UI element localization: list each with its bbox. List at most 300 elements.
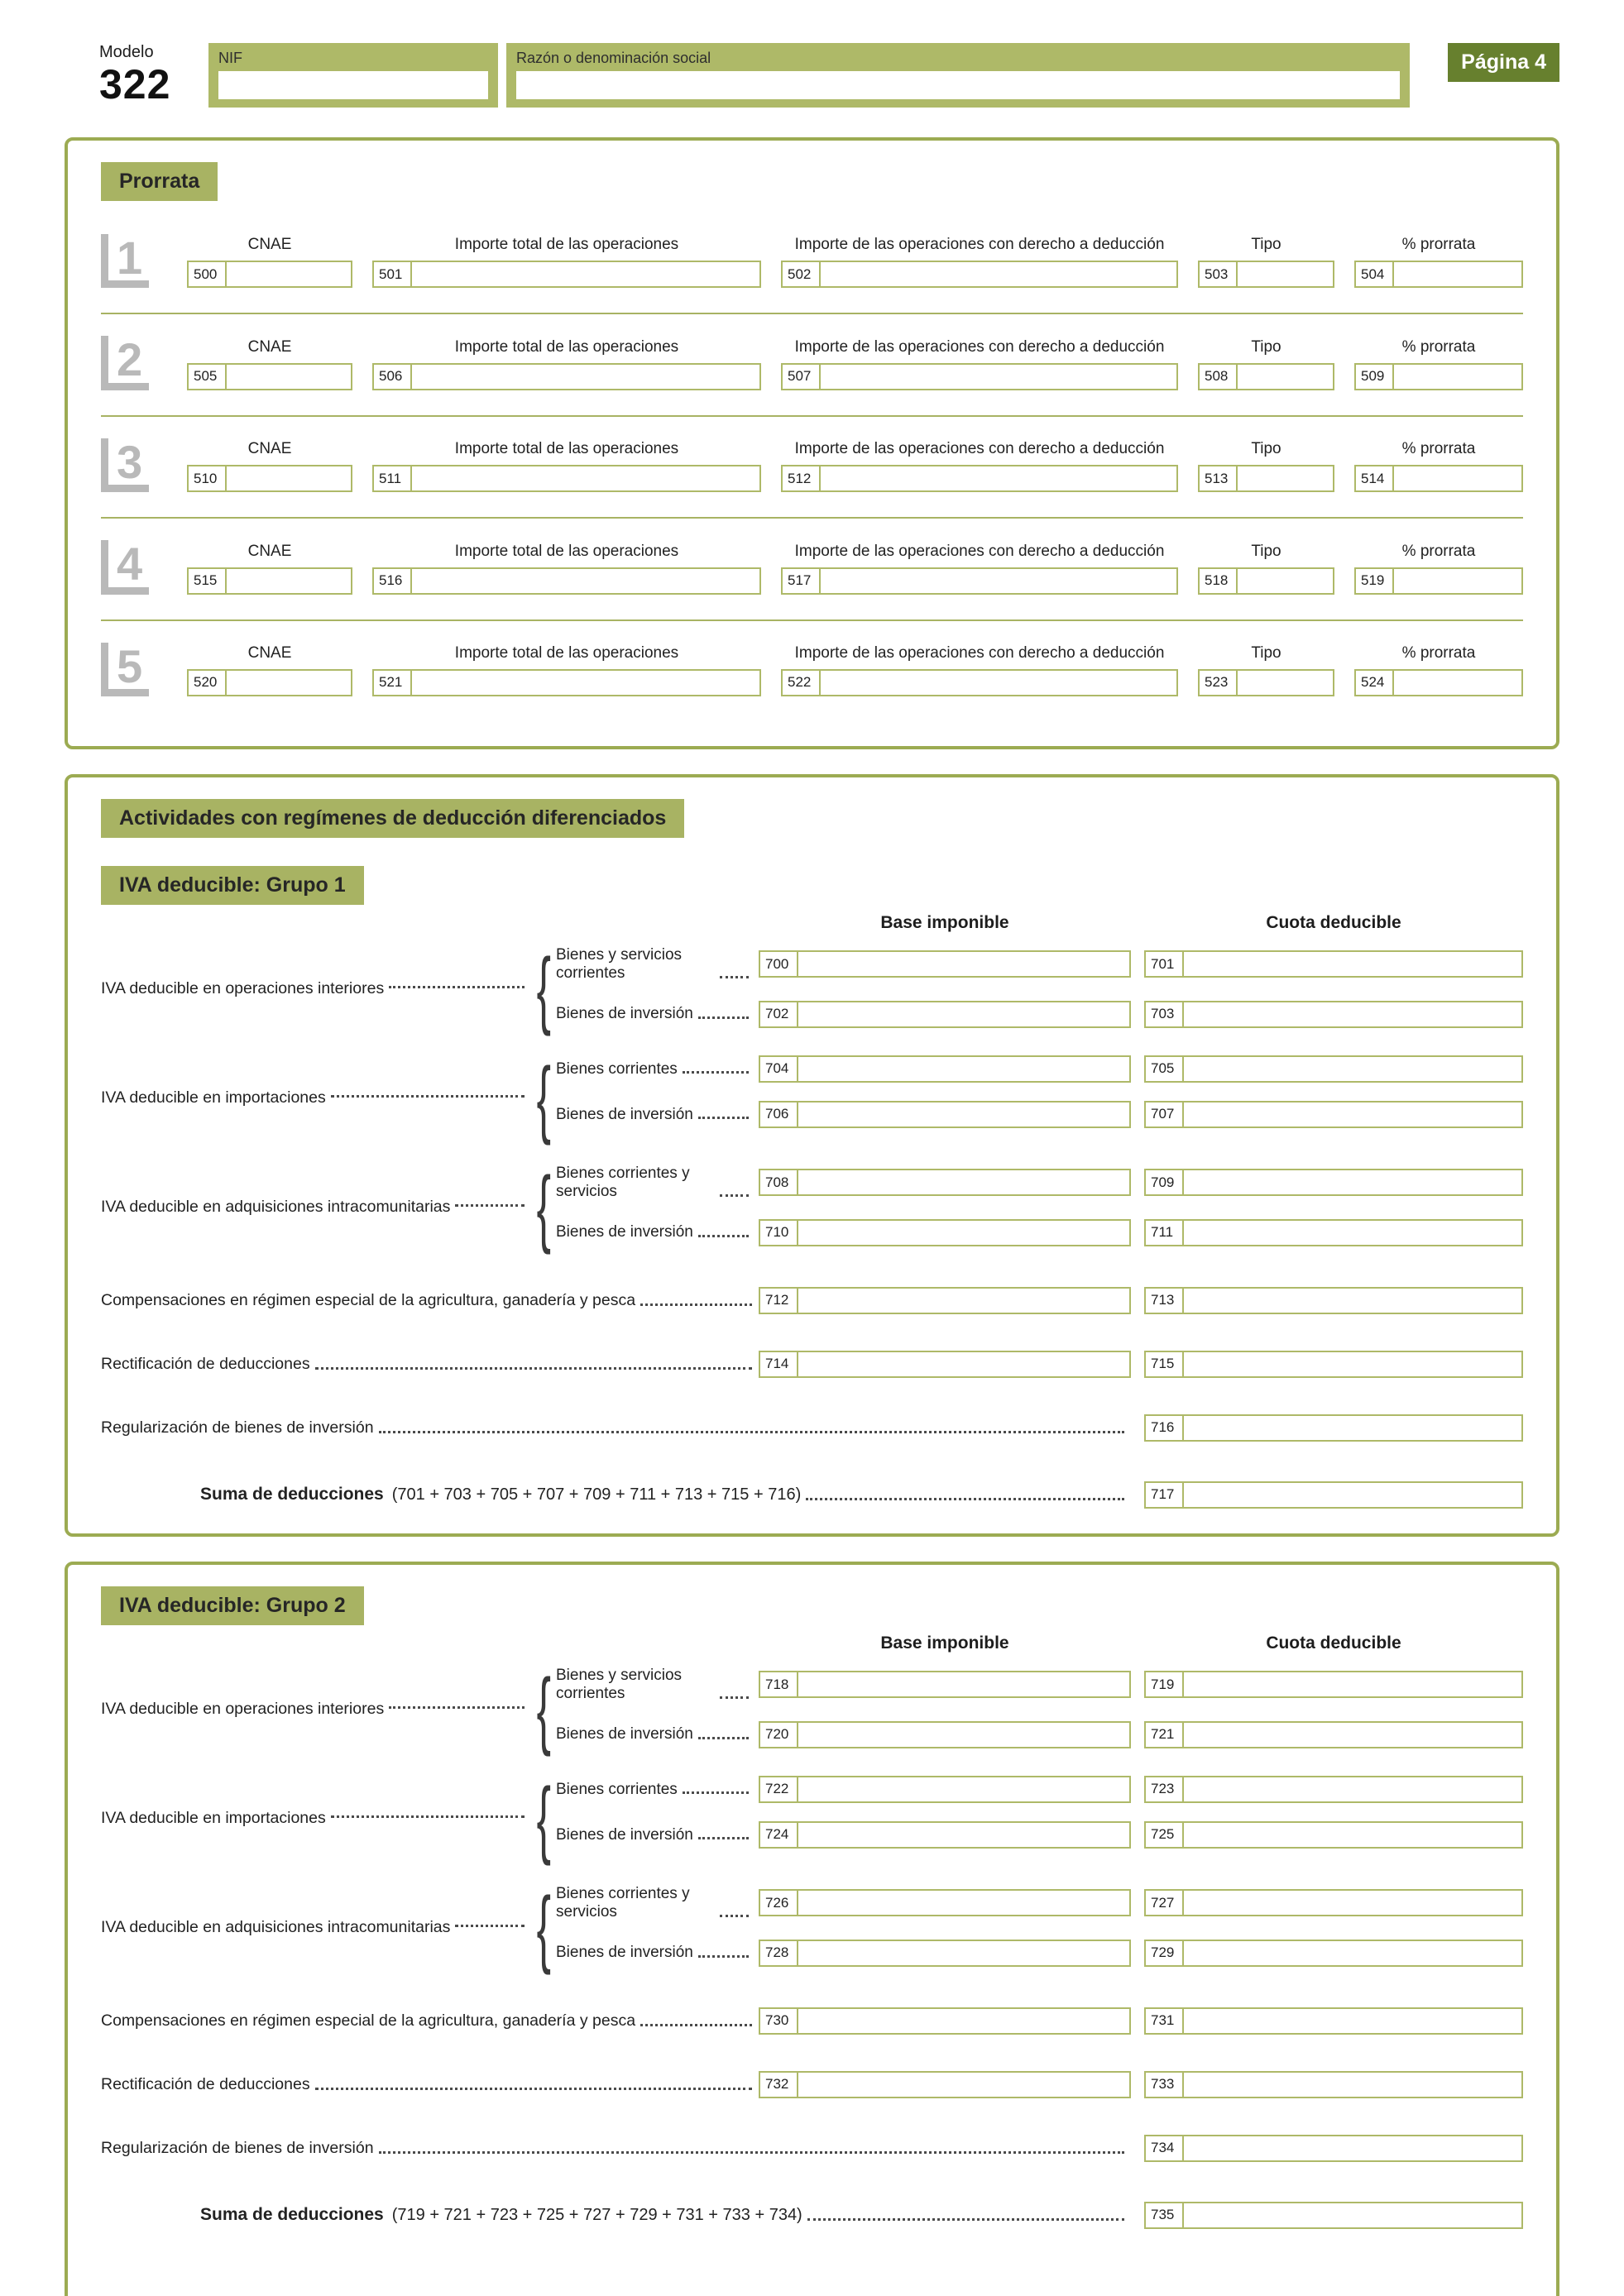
field-input[interactable] — [412, 363, 761, 390]
cnae-field — [187, 465, 352, 492]
cuota-field — [1144, 2135, 1523, 2162]
base-field — [759, 1287, 1131, 1314]
subrow-label: Bienes de inversión — [556, 1825, 693, 1844]
field-input[interactable] — [1184, 1351, 1523, 1378]
field-input[interactable] — [1184, 950, 1523, 978]
cnae-field — [187, 567, 352, 595]
base-imponible-header: Base imponible — [880, 912, 1009, 932]
field-number: 722 — [759, 1776, 798, 1803]
field-number: 721 — [1144, 1721, 1184, 1748]
suma-formula: (719 + 721 + 723 + 725 + 727 + 729 + 731 + 733 + 734) — [391, 2206, 802, 2225]
brace-glyph: { — [536, 1159, 551, 1256]
importe-derecho-label: Importe de las operaciones con derecho a deducción — [794, 542, 1165, 560]
cuota-field — [1144, 1940, 1523, 1967]
field-number: 729 — [1144, 1940, 1184, 1967]
field-number: 711 — [1144, 1219, 1184, 1246]
cnae-label: CNAE — [247, 337, 292, 356]
prorrata-row-5 — [101, 619, 1523, 721]
subrow-bienes-inversion — [556, 1821, 1523, 1849]
row-label: Rectificación de deducciones — [101, 2074, 310, 2093]
field-number: 716 — [1144, 1414, 1184, 1442]
tipo-field — [1198, 465, 1334, 492]
dotted-leader — [720, 1915, 749, 1917]
dotted-leader — [379, 2151, 1124, 2154]
field-input[interactable] — [798, 1940, 1131, 1967]
subrow-bienes-inversion — [556, 1101, 1523, 1128]
prorrata-pct-label: % prorrata — [1401, 542, 1476, 560]
field-number: 710 — [759, 1219, 798, 1246]
field-number: 720 — [759, 1721, 798, 1748]
nif-label: NIF — [218, 50, 242, 66]
field-input[interactable] — [1184, 1169, 1523, 1196]
subrow-bienes-inversion — [556, 1721, 1523, 1748]
row-rectificacion-deducciones — [101, 2071, 1523, 2098]
prorrata-pct-label: % prorrata — [1401, 236, 1476, 254]
row-label: Regularización de bienes de inversión — [101, 2138, 374, 2157]
dotted-leader — [698, 1016, 749, 1019]
field-number: 733 — [1144, 2071, 1184, 2098]
importe-derecho-label: Importe de las operaciones con derecho a deducción — [794, 440, 1165, 458]
modelo-block — [99, 43, 208, 108]
subrow-bienes-corrientes — [556, 1776, 1523, 1803]
field-input[interactable] — [1184, 1821, 1523, 1849]
importe-total-cell — [372, 543, 761, 595]
dotted-leader — [455, 1925, 525, 1927]
importe-total-field — [372, 567, 761, 595]
field-number: 709 — [1144, 1169, 1184, 1196]
field-number: 732 — [759, 2071, 798, 2098]
subrow-bienes-inversion — [556, 1001, 1523, 1028]
row-label: IVA deducible en importaciones — [101, 1809, 326, 1828]
importe-derecho-label: Importe de las operaciones con derecho a deducción — [794, 643, 1165, 662]
subrow-label: Bienes de inversión — [556, 1944, 693, 1962]
tipo-field — [1198, 669, 1334, 696]
field-input[interactable] — [798, 2007, 1131, 2035]
tipo-label: Tipo — [1251, 440, 1281, 458]
field-number: 727 — [1144, 1889, 1184, 1916]
dotted-leader — [379, 1431, 1124, 1433]
subrow-bienes-servicios-corrientes — [556, 946, 1523, 983]
field-input[interactable] — [1184, 2135, 1523, 2162]
row-suma-deducciones — [101, 1481, 1523, 1509]
field-input[interactable] — [1394, 261, 1523, 288]
field-input[interactable] — [1394, 363, 1523, 390]
dotted-leader — [720, 976, 749, 978]
header — [65, 43, 1559, 108]
column-headers — [101, 1634, 1523, 1653]
field-number: 514 — [1354, 465, 1394, 492]
field-input[interactable] — [1184, 1055, 1523, 1083]
row-number: 3 — [101, 438, 149, 492]
importe-derecho-cell — [781, 236, 1178, 288]
field-input[interactable] — [1184, 1889, 1523, 1916]
modelo-label: Modelo — [99, 43, 154, 61]
field-input[interactable] — [798, 1055, 1131, 1083]
field-input[interactable] — [1184, 2202, 1523, 2229]
cnae-cell — [187, 338, 352, 390]
importe-total-cell — [372, 236, 761, 288]
field-number: 512 — [781, 465, 821, 492]
subrow-bienes-servicios-corrientes — [556, 1667, 1523, 1703]
field-number: 518 — [1198, 567, 1238, 595]
subrow-label: Bienes y servicios corrientes — [556, 1666, 683, 1702]
dotted-leader — [720, 1696, 749, 1699]
importe-total-cell — [372, 338, 761, 390]
field-number: 509 — [1354, 363, 1394, 390]
field-input[interactable] — [798, 1287, 1131, 1314]
base-field — [759, 1776, 1131, 1803]
tipo-cell — [1198, 543, 1334, 595]
field-number: 726 — [759, 1889, 798, 1916]
importe-total-label: Importe total de las operaciones — [454, 440, 679, 458]
field-number: 504 — [1354, 261, 1394, 288]
razon-label: Razón o denominación social — [516, 50, 711, 66]
field-number: 717 — [1144, 1481, 1184, 1509]
field-number: 712 — [759, 1287, 798, 1314]
field-input[interactable] — [1394, 567, 1523, 595]
prorrata-pct-field — [1354, 363, 1523, 390]
field-input[interactable] — [412, 465, 761, 492]
importe-derecho-field — [781, 261, 1178, 288]
field-input[interactable] — [1184, 1671, 1523, 1698]
prorrata-pct-field — [1354, 567, 1523, 595]
field-input[interactable] — [798, 1821, 1131, 1849]
field-number: 723 — [1144, 1776, 1184, 1803]
base-imponible-header: Base imponible — [880, 1633, 1009, 1653]
field-number: 520 — [187, 669, 227, 696]
base-field — [759, 1001, 1131, 1028]
row-label: IVA deducible en operaciones interiores — [101, 1700, 385, 1719]
cuota-field — [1144, 1055, 1523, 1083]
field-input[interactable] — [412, 567, 761, 595]
field-input[interactable] — [1238, 261, 1334, 288]
field-number: 705 — [1144, 1055, 1184, 1083]
field-input[interactable] — [798, 1776, 1131, 1803]
subrow-label: Bienes corrientes — [556, 1060, 678, 1078]
dotted-leader — [640, 2024, 752, 2026]
cuota-field — [1144, 1481, 1523, 1509]
prorrata-pct-field — [1354, 261, 1523, 288]
field-number: 701 — [1144, 950, 1184, 978]
dotted-leader — [640, 1303, 752, 1306]
field-input[interactable] — [1184, 1940, 1523, 1967]
row-iva-importaciones — [101, 1770, 1523, 1867]
field-input[interactable] — [798, 950, 1131, 978]
tipo-cell — [1198, 236, 1334, 288]
subrow-label: Bienes corrientes — [556, 1780, 678, 1798]
field-number: 502 — [781, 261, 821, 288]
field-input[interactable] — [227, 669, 352, 696]
dotted-leader — [331, 1815, 525, 1818]
dotted-leader — [806, 1498, 1124, 1500]
subrow-label: Bienes y servicios corrientes — [556, 945, 683, 982]
field-number: 725 — [1144, 1821, 1184, 1849]
tipo-label: Tipo — [1251, 542, 1281, 560]
field-input[interactable] — [1238, 567, 1334, 595]
row-iva-operaciones-interiores — [101, 1661, 1523, 1758]
nif-input[interactable] — [218, 71, 488, 99]
cuota-field — [1144, 1219, 1523, 1246]
prorrata-row-1 — [101, 213, 1523, 313]
importe-total-label: Importe total de las operaciones — [454, 236, 679, 254]
prorrata-pct-cell — [1354, 338, 1523, 390]
base-field — [759, 1671, 1131, 1698]
cuota-field — [1144, 2071, 1523, 2098]
field-input[interactable] — [1184, 1287, 1523, 1314]
field-input[interactable] — [1184, 1414, 1523, 1442]
field-number: 519 — [1354, 567, 1394, 595]
tipo-field — [1198, 363, 1334, 390]
field-number: 500 — [187, 261, 227, 288]
field-input[interactable] — [1184, 1776, 1523, 1803]
cnae-label: CNAE — [247, 236, 292, 254]
row-regularizacion-bienes-inversion — [101, 1414, 1523, 1442]
prorrata-pct-label: % prorrata — [1401, 440, 1476, 458]
base-field — [759, 2071, 1131, 2098]
field-number: 505 — [187, 363, 227, 390]
subrow-bienes-inversion — [556, 1219, 1523, 1246]
razon-band — [506, 43, 1410, 108]
cuota-field — [1144, 1169, 1523, 1196]
cuota-field — [1144, 1821, 1523, 1849]
brace-glyph: { — [536, 1770, 551, 1867]
field-number: 702 — [759, 1001, 798, 1028]
subrow-label: Bienes de inversión — [556, 1725, 693, 1744]
field-number: 700 — [759, 950, 798, 978]
prorrata-pct-cell — [1354, 543, 1523, 595]
row-label: IVA deducible en adquisiciones intracomunitarias — [101, 1198, 451, 1217]
field-number: 704 — [759, 1055, 798, 1083]
row-iva-importaciones — [101, 1050, 1523, 1146]
field-input[interactable] — [1238, 669, 1334, 696]
dotted-leader — [698, 1117, 749, 1119]
row-regularizacion-bienes-inversion — [101, 2135, 1523, 2162]
field-number: 728 — [759, 1940, 798, 1967]
field-input[interactable] — [1184, 1101, 1523, 1128]
row-compensaciones — [101, 2007, 1523, 2035]
base-field — [759, 1351, 1131, 1378]
field-number: 718 — [759, 1671, 798, 1698]
field-input[interactable] — [821, 669, 1178, 696]
field-number: 522 — [781, 669, 821, 696]
tipo-field — [1198, 567, 1334, 595]
field-number: 524 — [1354, 669, 1394, 696]
importe-derecho-field — [781, 363, 1178, 390]
field-input[interactable] — [798, 1889, 1131, 1916]
base-field — [759, 1101, 1131, 1128]
cuota-field — [1144, 1776, 1523, 1803]
field-number: 708 — [759, 1169, 798, 1196]
prorrata-row-2 — [101, 313, 1523, 414]
cuota-deducible-header: Cuota deducible — [1266, 1633, 1401, 1653]
prorrata-pct-label: % prorrata — [1401, 643, 1476, 662]
importe-total-field — [372, 465, 761, 492]
importe-total-label: Importe total de las operaciones — [454, 643, 679, 662]
cuota-field — [1144, 1287, 1523, 1314]
suma-label: Suma de deducciones — [200, 1485, 384, 1504]
cuota-field — [1144, 2202, 1523, 2229]
field-input[interactable] — [1394, 465, 1523, 492]
cuota-field — [1144, 2007, 1523, 2035]
field-input[interactable] — [821, 363, 1178, 390]
field-number: 730 — [759, 2007, 798, 2035]
importe-total-field — [372, 363, 761, 390]
nif-band — [208, 43, 498, 108]
field-number: 508 — [1198, 363, 1238, 390]
field-input[interactable] — [821, 465, 1178, 492]
importe-total-label: Importe total de las operaciones — [454, 337, 679, 356]
field-input[interactable] — [821, 261, 1178, 288]
cnae-cell — [187, 543, 352, 595]
field-input[interactable] — [1184, 1219, 1523, 1246]
field-number: 501 — [372, 261, 412, 288]
field-number: 507 — [781, 363, 821, 390]
base-field — [759, 950, 1131, 978]
field-input[interactable] — [227, 363, 352, 390]
field-input[interactable] — [798, 1351, 1131, 1378]
field-input[interactable] — [798, 1219, 1131, 1246]
prorrata-pct-cell — [1354, 644, 1523, 696]
subrow-bienes-inversion — [556, 1940, 1523, 1967]
dotted-leader — [698, 1837, 749, 1839]
field-input[interactable] — [1184, 2007, 1523, 2035]
modelo-number: 322 — [99, 61, 171, 108]
field-input[interactable] — [821, 567, 1178, 595]
grupo2-section — [65, 1562, 1559, 2296]
actividades-title: Actividades con regímenes de deducción diferenciados — [101, 799, 684, 838]
field-input[interactable] — [798, 1001, 1131, 1028]
dotted-leader — [315, 1367, 752, 1370]
cuota-field — [1144, 1001, 1523, 1028]
prorrata-section — [65, 137, 1559, 749]
importe-total-label: Importe total de las operaciones — [454, 542, 679, 560]
field-input[interactable] — [1184, 1721, 1523, 1748]
field-number: 706 — [759, 1101, 798, 1128]
subrow-label: Bienes de inversión — [556, 1223, 693, 1241]
field-input[interactable] — [1238, 465, 1334, 492]
cnae-cell — [187, 644, 352, 696]
field-number: 516 — [372, 567, 412, 595]
importe-derecho-cell — [781, 644, 1178, 696]
field-number: 513 — [1198, 465, 1238, 492]
field-input[interactable] — [1184, 1481, 1523, 1509]
tipo-field — [1198, 261, 1334, 288]
prorrata-pct-cell — [1354, 236, 1523, 288]
field-input[interactable] — [1394, 669, 1523, 696]
row-suma-deducciones — [101, 2202, 1523, 2229]
field-number: 731 — [1144, 2007, 1184, 2035]
cnae-field — [187, 261, 352, 288]
field-input[interactable] — [798, 2071, 1131, 2098]
field-number: 735 — [1144, 2202, 1184, 2229]
field-number: 515 — [187, 567, 227, 595]
prorrata-title: Prorrata — [101, 162, 218, 201]
dotted-leader — [389, 986, 525, 988]
cuota-field — [1144, 1889, 1523, 1916]
tipo-cell — [1198, 644, 1334, 696]
field-input[interactable] — [1238, 363, 1334, 390]
row-number: 2 — [101, 336, 149, 390]
field-number: 506 — [372, 363, 412, 390]
razon-input[interactable] — [516, 71, 1400, 99]
field-input[interactable] — [798, 1671, 1131, 1698]
row-number: 1 — [101, 234, 149, 288]
subrow-bienes-corrientes-servicios — [556, 1885, 1523, 1921]
field-input[interactable] — [227, 567, 352, 595]
cuota-field — [1144, 1721, 1523, 1748]
cnae-cell — [187, 440, 352, 492]
prorrata-row-3 — [101, 415, 1523, 517]
dotted-leader — [331, 1095, 525, 1098]
field-input[interactable] — [1184, 2071, 1523, 2098]
dotted-leader — [389, 1706, 525, 1709]
field-input[interactable] — [798, 1721, 1131, 1748]
row-label: Compensaciones en régimen especial de la agricultura, ganadería y pesca — [101, 2011, 636, 2030]
tipo-cell — [1198, 440, 1334, 492]
subrow-label: Bienes de inversión — [556, 1105, 693, 1123]
tipo-label: Tipo — [1251, 236, 1281, 254]
field-input[interactable] — [227, 261, 352, 288]
grupo1-section — [65, 774, 1559, 1537]
brace-glyph: { — [536, 940, 551, 1037]
dotted-leader — [698, 1737, 749, 1739]
base-field — [759, 1821, 1131, 1849]
importe-total-field — [372, 669, 761, 696]
row-compensaciones — [101, 1287, 1523, 1314]
importe-derecho-cell — [781, 440, 1178, 492]
field-input[interactable] — [798, 1101, 1131, 1128]
row-iva-operaciones-interiores — [101, 940, 1523, 1037]
suma-formula: (701 + 703 + 705 + 707 + 709 + 711 + 713 + 715 + 716) — [391, 1485, 802, 1504]
base-field — [759, 1889, 1131, 1916]
row-number: 5 — [101, 643, 149, 696]
field-input[interactable] — [1184, 1001, 1523, 1028]
cnae-cell — [187, 236, 352, 288]
importe-derecho-cell — [781, 338, 1178, 390]
prorrata-pct-field — [1354, 465, 1523, 492]
field-input[interactable] — [412, 669, 761, 696]
row-label: Compensaciones en régimen especial de la agricultura, ganadería y pesca — [101, 1290, 636, 1309]
cnae-label: CNAE — [247, 440, 292, 458]
cuota-field — [1144, 1671, 1523, 1698]
importe-total-field — [372, 261, 761, 288]
prorrata-row-4 — [101, 517, 1523, 619]
row-number: 4 — [101, 540, 149, 594]
row-label: IVA deducible en operaciones interiores — [101, 979, 385, 998]
prorrata-pct-cell — [1354, 440, 1523, 492]
cuota-deducible-header: Cuota deducible — [1266, 912, 1401, 932]
cuota-field — [1144, 1414, 1523, 1442]
importe-derecho-cell — [781, 543, 1178, 595]
cnae-field — [187, 363, 352, 390]
field-number: 503 — [1198, 261, 1238, 288]
brace-glyph: { — [536, 1879, 551, 1976]
subrow-bienes-corrientes — [556, 1055, 1523, 1083]
suma-label: Suma de deducciones — [200, 2205, 384, 2225]
field-input[interactable] — [412, 261, 761, 288]
subrow-label: Bienes corrientes y servicios — [556, 1164, 690, 1200]
tipo-cell — [1198, 338, 1334, 390]
field-input[interactable] — [227, 465, 352, 492]
field-number: 521 — [372, 669, 412, 696]
field-number: 719 — [1144, 1671, 1184, 1698]
brace-glyph: { — [536, 1661, 551, 1758]
grupo1-title: IVA deducible: Grupo 1 — [101, 866, 364, 905]
row-label: IVA deducible en adquisiciones intracomunitarias — [101, 1918, 451, 1937]
cnae-label: CNAE — [247, 542, 292, 560]
field-input[interactable] — [798, 1169, 1131, 1196]
row-label: Regularización de bienes de inversión — [101, 1418, 374, 1437]
